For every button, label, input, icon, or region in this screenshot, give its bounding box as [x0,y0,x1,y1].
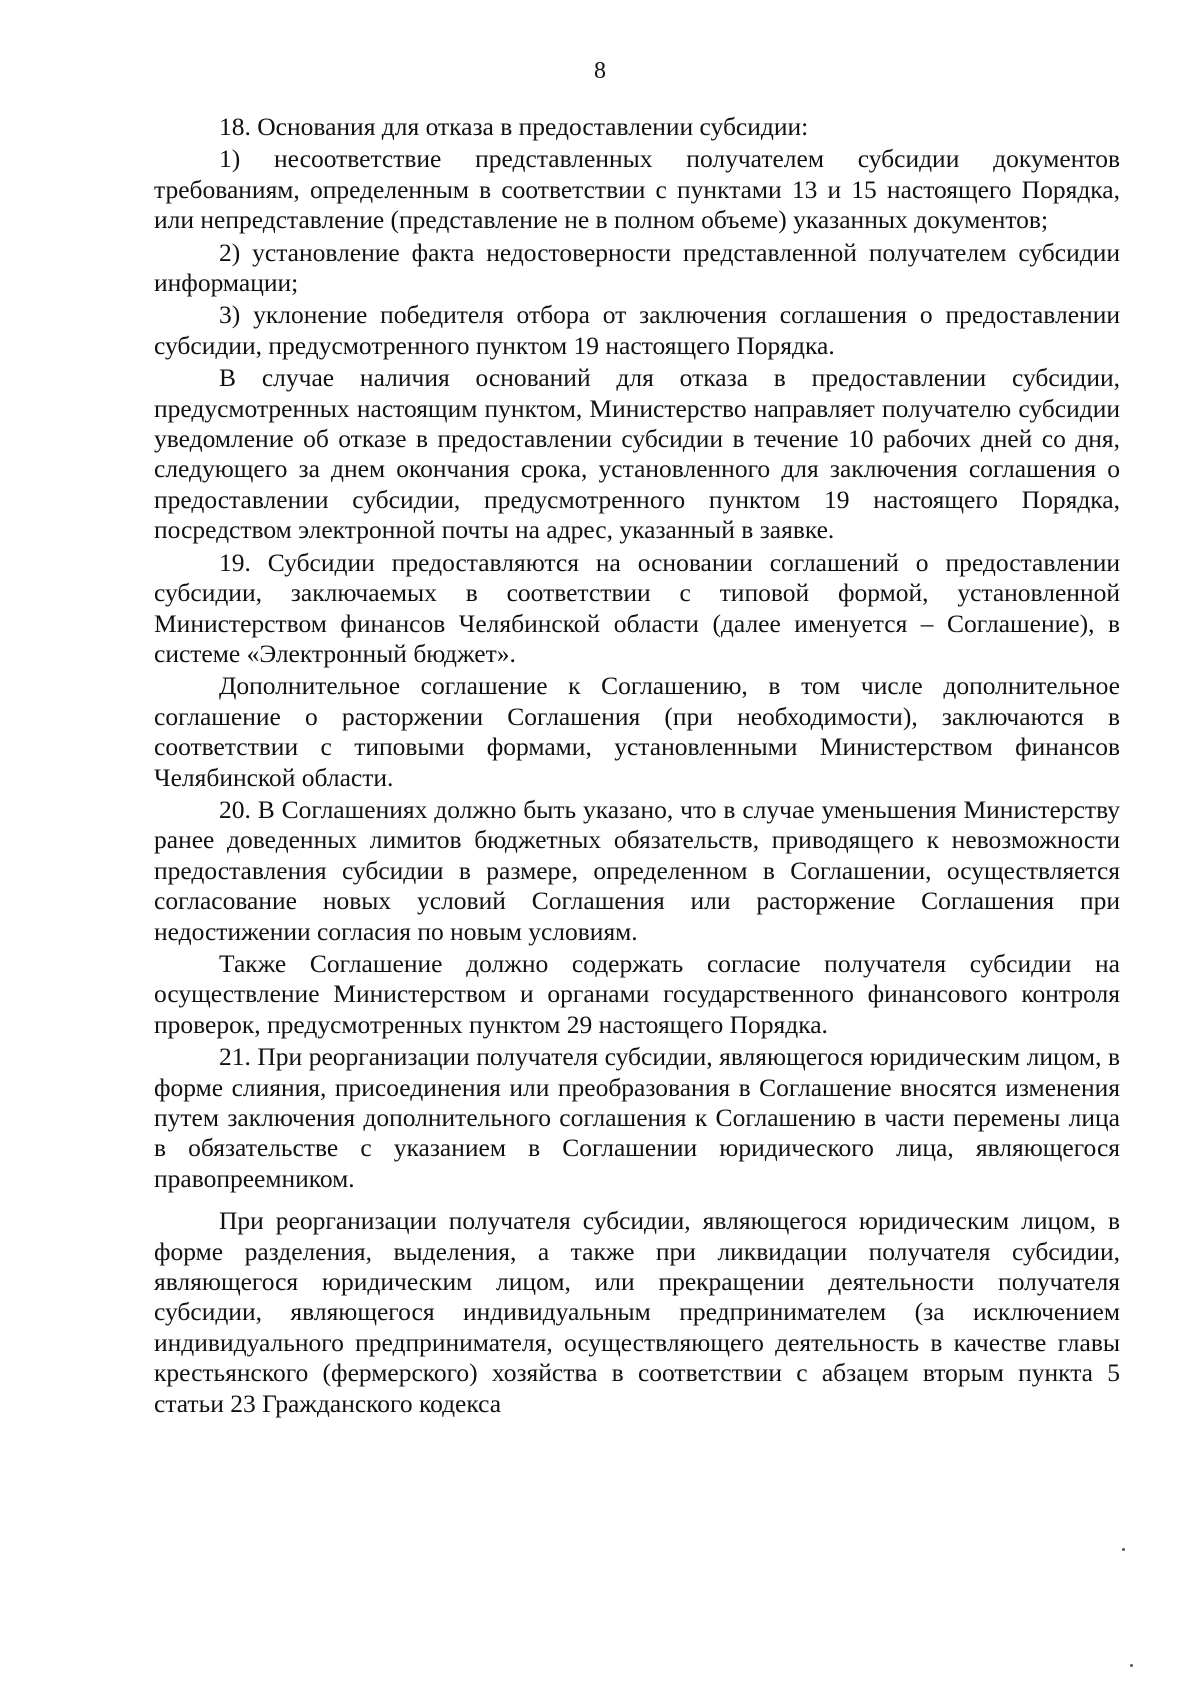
paragraph-18-item-3: 3) уклонение победителя отбора от заключения соглашения о предоставлении субсидии, предусмотренного пунктом 19 настоящего Порядка. [154,300,1120,360]
paragraph-19-additional-agreement: Дополнительное соглашение к Соглашению, в том числе дополнительное соглашение о расторжении Соглашения (при необходимости), заключаются в соответствии с типовыми формами, установленными Министерством финансов Челябинской области. [154,671,1120,792]
paragraph-20: 20. В Соглашениях должно быть указано, что в случае уменьшения Министерству ранее доведенных лимитов бюджетных обязательств, приводящего к невозможности предоставления субсидии в размере, определенном в Соглашении, осуществляется согласование новых условий Соглашения или расторжение Соглашения при недостижении согласия по новым условиям. [154,794,1120,946]
scan-speck [1130,1664,1133,1667]
paragraph-18-item-1: 1) несоответствие представленных получателем субсидии документов требованиям, определенным в соответствии с пунктами 13 и 15 настоящего Порядка, или непредставление (представление не в полном объеме) указанных документов; [154,144,1120,235]
paragraph-18: 18. Основания для отказа в предоставлении субсидии: [219,112,809,141]
paragraph-18-notice: В случае наличия оснований для отказа в предоставлении субсидии, предусмотренных настоящим пунктом, Министерство направляет получателю субсидии уведомление об отказе в предоставлении субсидии в течение 10 рабочих дней со дня, следующего за днем окончания срока, установленного для заключения соглашения о предоставлении субсидии, предусмотренного пунктом 19 настоящего Порядка, посредством электронной почты на адрес, указанный в заявке. [154,363,1120,545]
paragraph-21-reorganization: При реорганизации получателя субсидии, являющегося юридическим лицом, в форме разделения, выделения, а также при ликвидации получателя субсидии, являющегося юридическим лицом, или прекращении деятельности получателя субсидии, являющегося индивидуальным предпринимателем (за исключением индивидуального предпринимателя, осуществляющего деятельность в качестве главы крестьянского (фермерского) хозяйства в соответствии с абзацем вторым пункта 5 статьи 23 Гражданского кодекса [154,1206,1120,1418]
paragraph-18-item-2: 2) установление факта недостоверности представленной получателем субсидии информации; [154,237,1120,298]
page-number: 8 [594,58,606,84]
paragraph-20-consent: Также Соглашение должно содержать согласие получателя субсидии на осуществление Министерством и органами государственного финансового контроля проверок, предусмотренных пунктом 29 настоящего Порядка. [154,948,1120,1039]
paragraph-19: 19. Субсидии предоставляются на основании соглашений о предоставлении субсидии, заключаемых в соответствии с типовой формой, установленной Министерством финансов Челябинской области (далее именуется – Соглашение), в системе «Электронный бюджет». [154,547,1120,668]
scan-speck [1122,1548,1125,1551]
document-body [154,112,1120,1419]
paragraph-21: 21. При реорганизации получателя субсидии, являющегося юридическим лицом, в форме слияния, присоединения или преобразования в Соглашение вносятся изменения путем заключения дополнительного соглашения к Соглашению в части перемены лица в обязательстве с указанием в Соглашении юридического лица, являющегося правопреемником. [154,1042,1120,1193]
